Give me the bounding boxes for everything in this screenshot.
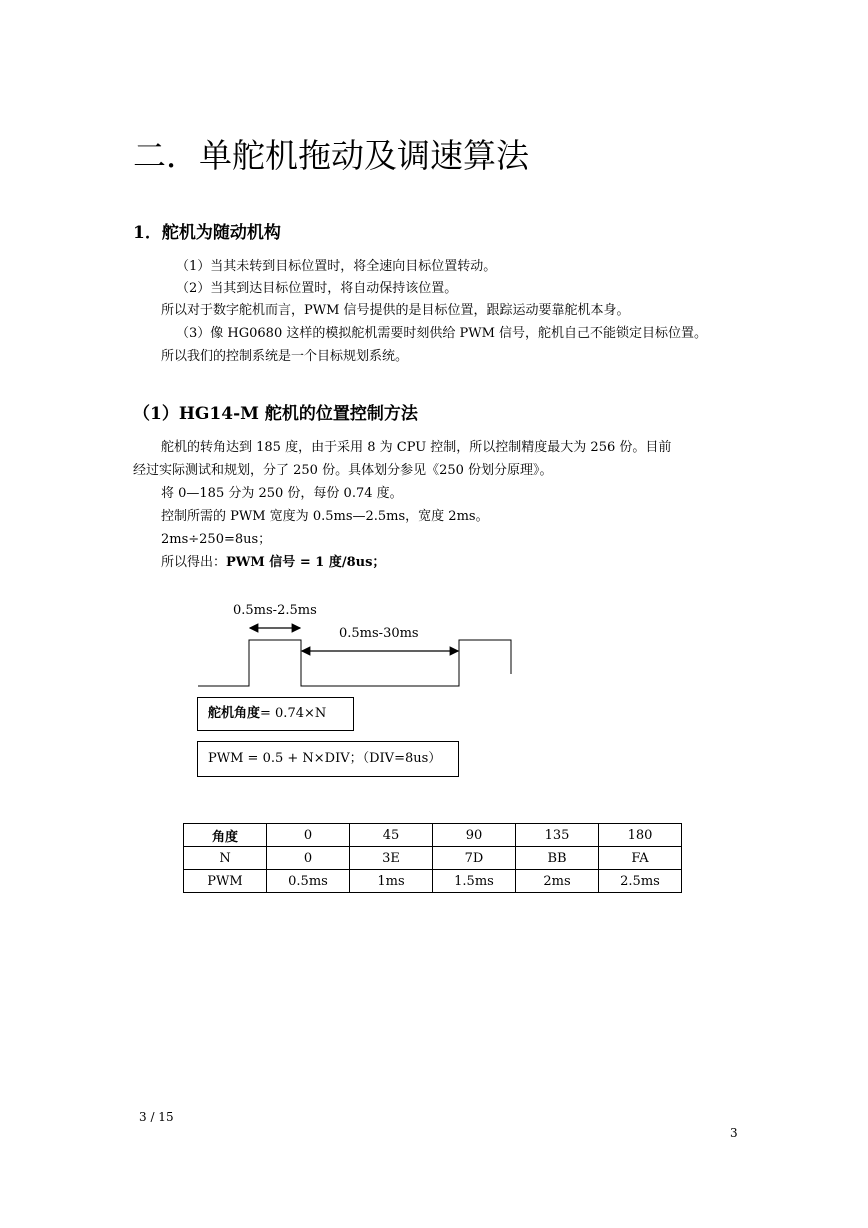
table-row xyxy=(184,870,682,893)
angle-formula-box xyxy=(197,697,354,731)
table-cell: 0 xyxy=(267,847,350,870)
paragraph-line: 所以我们的控制系统是一个目标规划系统。 xyxy=(161,349,409,364)
page-counter: 3 / 15 xyxy=(139,1110,174,1124)
table-row-label: 角度 xyxy=(184,824,267,847)
table-row xyxy=(184,824,682,847)
table-cell: 0 xyxy=(267,824,350,847)
table-cell: 2.5ms xyxy=(599,870,682,893)
paragraph-line: （2）当其到达目标位置时，将自动保持该位置。 xyxy=(176,281,458,296)
period-label: 0.5ms-30ms xyxy=(339,626,419,641)
section-heading-2: （1）HG14-M 舵机的位置控制方法 xyxy=(133,404,418,424)
paragraph-line: 2ms÷250=8us； xyxy=(161,532,272,547)
paragraph-line: 所以对于数字舵机而言，PWM 信号提供的是目标位置，跟踪运动要靠舵机本身。 xyxy=(161,303,630,318)
paragraph-line: （3）像 HG0680 这样的模拟舵机需要时刻供给 PWM 信号，舵机自己不能锁定目标位置。 xyxy=(176,326,708,341)
paragraph-line: 将 0—185 分为 250 份，每份 0.74 度。 xyxy=(161,486,403,501)
table-cell: 1ms xyxy=(350,870,433,893)
table-cell: 7D xyxy=(433,847,516,870)
table-cell: 1.5ms xyxy=(433,870,516,893)
table-cell: FA xyxy=(599,847,682,870)
page-number: 3 xyxy=(730,1126,738,1140)
paragraph-line: 控制所需的 PWM 宽度为 0.5ms—2.5ms，宽度 2ms。 xyxy=(161,509,489,524)
table-cell: 90 xyxy=(433,824,516,847)
table-cell: BB xyxy=(516,847,599,870)
waveform-line xyxy=(198,640,511,686)
pwm-formula-text: PWM = 0.5 + N×DIV；（DIV=8us） xyxy=(208,751,442,766)
angle-formula-value: = 0.74×N xyxy=(260,706,327,721)
table-cell: 3E xyxy=(350,847,433,870)
angle-formula-label: 舵机角度 xyxy=(208,706,261,721)
table-cell: 0.5ms xyxy=(267,870,350,893)
section-heading-1: 1．舵机为随动机构 xyxy=(133,223,281,243)
page-title: 二．单舵机拖动及调速算法 xyxy=(133,136,529,175)
table-cell: 2ms xyxy=(516,870,599,893)
paragraph-line: 舵机的转角达到 185 度，由于采用 8 为 CPU 控制，所以控制精度最大为 256 份。目前 xyxy=(161,440,672,455)
table-cell: 135 xyxy=(516,824,599,847)
conclusion-prefix: 所以得出： xyxy=(161,555,227,570)
table-cell: 45 xyxy=(350,824,433,847)
paragraph-line: 经过实际测试和规划，分了 250 份。具体划分参见《250 份划分原理》。 xyxy=(133,463,553,478)
table-row xyxy=(184,847,682,870)
conclusion-bold: PWM 信号 = 1 度/8us； xyxy=(226,555,386,570)
table-cell: 180 xyxy=(599,824,682,847)
table-row-label: N xyxy=(184,847,267,870)
paragraph-line: （1）当其未转到目标位置时，将全速向目标位置转动。 xyxy=(176,259,497,274)
table-row-label: PWM xyxy=(184,870,267,893)
angle-mapping-table xyxy=(183,823,682,893)
pwm-formula-box xyxy=(197,741,459,777)
pulse-width-label: 0.5ms-2.5ms xyxy=(233,603,317,618)
